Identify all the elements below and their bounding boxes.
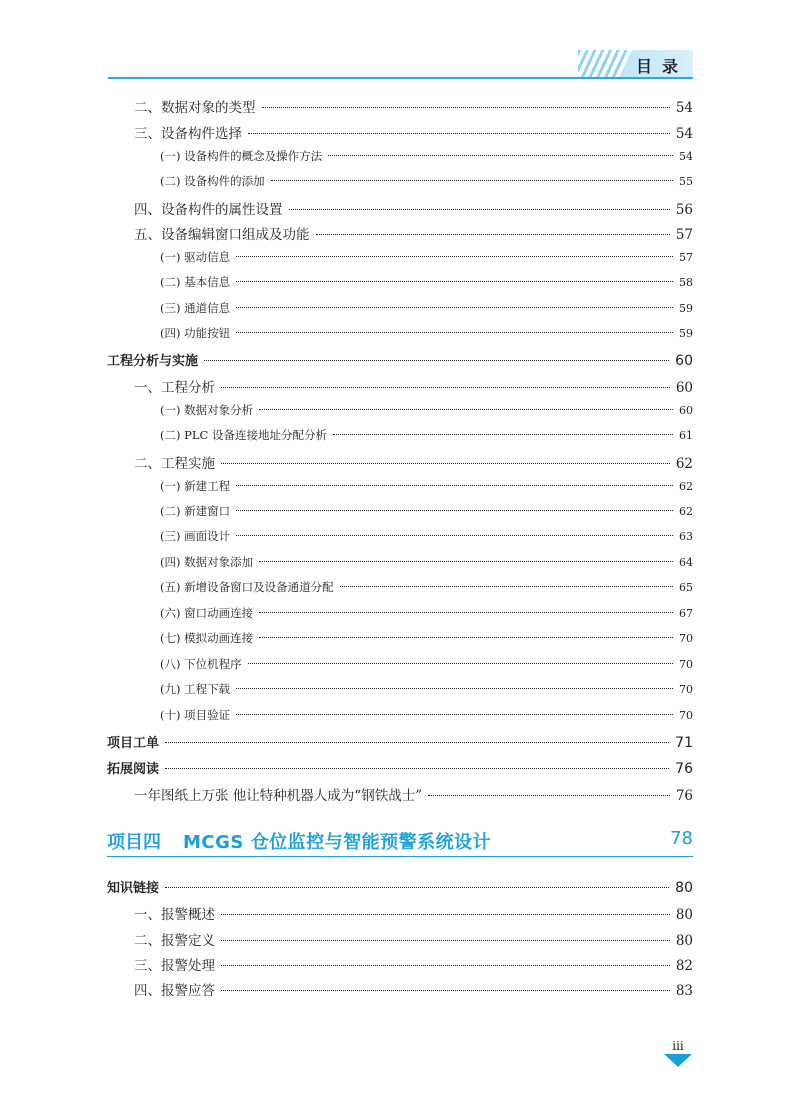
leader-dots (165, 742, 669, 743)
toc-entry-title: 拓展阅读 (107, 762, 160, 777)
toc-entry-page: 82 (675, 958, 693, 974)
toc-entry-page: 80 (675, 907, 693, 923)
toc-entry[interactable] (160, 630, 693, 646)
leader-dots (333, 434, 673, 435)
leader-dots (340, 586, 673, 587)
toc-entry[interactable] (160, 605, 693, 621)
toc-entry-title: 四、报警应答 (134, 983, 215, 999)
project-heading[interactable] (107, 828, 693, 856)
header-rule (108, 77, 693, 79)
toc-entry[interactable] (160, 579, 693, 595)
toc-entry-title: (一) 驱动信息 (160, 250, 231, 264)
project-heading-rule (107, 856, 693, 857)
toc-entry-title: (六) 窗口动画连接 (160, 606, 254, 620)
toc-entry-page: 60 (675, 353, 693, 369)
project-title: MCGS 仓位监控与智能预警系统设计 (183, 832, 492, 853)
toc-entry-page: 62 (679, 480, 693, 493)
toc-entry[interactable] (160, 274, 693, 290)
page-corner-triangle-icon (664, 1054, 692, 1067)
toc-entry-page: 83 (675, 983, 693, 999)
toc-entry-title: 一、报警概述 (134, 907, 215, 923)
toc-entry-title: (一) 数据对象分析 (160, 403, 254, 417)
leader-dots (236, 510, 673, 511)
toc-entry-page: 62 (679, 505, 693, 518)
leader-dots (165, 768, 669, 769)
toc-entry-title: (五) 新增设备窗口及设备通道分配 (160, 580, 334, 594)
leader-dots (259, 612, 673, 613)
toc-entry[interactable] (160, 681, 693, 697)
toc-entry-page: 62 (675, 456, 693, 472)
leader-dots (271, 180, 673, 181)
toc-entry[interactable] (160, 402, 693, 418)
toc-entry[interactable] (134, 979, 693, 999)
toc-entry-title: (二) 基本信息 (160, 275, 231, 289)
toc-entry[interactable] (134, 929, 693, 949)
toc-entry-title: 三、报警处理 (134, 958, 215, 974)
leader-dots (259, 561, 673, 562)
toc-entry-page: 76 (675, 788, 693, 804)
toc-entry[interactable] (160, 554, 693, 570)
toc-entry-title: (三) 画面设计 (160, 529, 231, 543)
leader-dots (262, 107, 670, 108)
toc-entry-title: (八) 下位机程序 (160, 657, 242, 671)
toc-entry-page: 67 (679, 607, 693, 620)
leader-dots (221, 914, 670, 915)
toc-entry-title: 三、设备构件选择 (134, 126, 242, 142)
toc-entry[interactable] (160, 173, 693, 189)
leader-dots (248, 663, 673, 664)
leader-dots (204, 360, 669, 361)
page-title: 目录 (635, 57, 688, 76)
toc-entry[interactable] (134, 784, 693, 804)
toc-entry-title: (七) 模拟动画连接 (160, 631, 254, 645)
toc-entry-title: 知识链接 (107, 881, 160, 896)
toc-entry-page: 54 (679, 150, 693, 163)
project-label: 项目四 (107, 832, 161, 853)
leader-dots (236, 281, 673, 282)
leader-dots (289, 209, 670, 210)
toc-entry-title: 五、设备编辑窗口组成及功能 (134, 227, 310, 243)
leader-dots (236, 256, 673, 257)
leader-dots (248, 133, 670, 134)
toc-entry-title: 一年图纸上万张 他让特种机器人成为“钢铁战士” (134, 788, 423, 804)
toc-entry-title: 一、工程分析 (134, 380, 215, 396)
toc-entry-title: (三) 通道信息 (160, 301, 231, 315)
leader-dots (221, 965, 670, 966)
toc-entry[interactable] (160, 656, 693, 672)
toc-entry-page: 65 (679, 581, 693, 594)
toc-entry[interactable] (160, 325, 693, 341)
toc-entry-page: 58 (679, 276, 693, 289)
leader-dots (259, 409, 673, 410)
leader-dots (221, 463, 670, 464)
toc-entry-page: 59 (679, 302, 693, 315)
toc-entry-page: 70 (679, 632, 693, 645)
toc-entry-title: (四) 数据对象添加 (160, 555, 254, 569)
toc-entry[interactable] (160, 148, 693, 164)
toc-entry-page: 80 (675, 880, 693, 896)
toc-entry[interactable] (134, 122, 693, 142)
toc-entry-page: 64 (679, 556, 693, 569)
toc-entry[interactable] (160, 249, 693, 265)
toc-entry[interactable] (107, 758, 693, 777)
toc-entry[interactable] (134, 954, 693, 974)
toc-entry-title: (二) PLC 设备连接地址分配分析 (160, 428, 327, 442)
leader-dots (221, 990, 670, 991)
project-page: 78 (670, 828, 693, 849)
toc-entry-page: 80 (675, 933, 693, 949)
toc-entry-page: 63 (679, 530, 693, 543)
toc-entry[interactable] (160, 300, 693, 316)
leader-dots (316, 234, 670, 235)
toc-entry[interactable] (134, 198, 693, 218)
toc-entry[interactable] (134, 376, 693, 396)
toc-entry-page: 56 (675, 202, 693, 218)
leader-dots (165, 887, 669, 888)
toc-entry-title: 二、工程实施 (134, 456, 215, 472)
toc-entry[interactable] (160, 503, 693, 519)
toc-entry-title: 工程分析与实施 (107, 354, 199, 369)
toc-entry-title: (二) 设备构件的添加 (160, 174, 265, 188)
leader-dots (428, 795, 670, 796)
toc-entry-title: 四、设备构件的属性设置 (134, 202, 283, 218)
toc-entry-title: (一) 设备构件的概念及操作方法 (160, 149, 323, 163)
toc-entry-page: 60 (675, 380, 693, 396)
toc-entry[interactable] (160, 528, 693, 544)
leader-dots (221, 387, 670, 388)
toc-entry-page: 55 (679, 175, 693, 188)
page-number: iii (672, 1039, 684, 1053)
toc-entry-page: 71 (675, 735, 693, 751)
leader-dots (328, 155, 673, 156)
toc-entry[interactable] (134, 452, 693, 472)
toc-entry[interactable] (134, 96, 693, 116)
toc-entry-page: 76 (675, 761, 693, 777)
toc-entry[interactable] (134, 223, 693, 243)
leader-dots (236, 714, 673, 715)
leader-dots (236, 307, 673, 308)
toc-entry-page: 57 (675, 227, 693, 243)
leader-dots (236, 485, 673, 486)
leader-dots (236, 535, 673, 536)
toc-entry-title: (一) 新建工程 (160, 479, 231, 493)
toc-entry-page: 70 (679, 683, 693, 696)
toc-entry[interactable] (107, 732, 693, 751)
toc-entry-title: 二、报警定义 (134, 933, 215, 949)
toc-entry[interactable] (107, 877, 693, 896)
leader-dots (236, 688, 673, 689)
leader-dots (236, 332, 673, 333)
toc-entry[interactable] (107, 350, 693, 369)
toc-entry[interactable] (134, 903, 693, 923)
toc-entry-page: 54 (675, 126, 693, 142)
toc-entry-title: (二) 新建窗口 (160, 504, 231, 518)
toc-entry-title: 二、数据对象的类型 (134, 100, 256, 116)
toc-entry-title: 项目工单 (107, 736, 160, 751)
toc-entry-page: 54 (675, 100, 693, 116)
leader-dots (221, 940, 670, 941)
toc-entry-page: 60 (679, 404, 693, 417)
toc-entry-page: 57 (679, 251, 693, 264)
toc-entry-page: 59 (679, 327, 693, 340)
toc-entry[interactable] (160, 707, 693, 723)
toc-entry[interactable] (160, 427, 693, 443)
toc-entry-page: 70 (679, 709, 693, 722)
toc-entry-title: (四) 功能按钮 (160, 326, 231, 340)
toc-entry-title: (十) 项目验证 (160, 708, 231, 722)
leader-dots (259, 637, 673, 638)
toc-entry-page: 70 (679, 658, 693, 671)
toc-entry-page: 61 (679, 429, 693, 442)
toc-entry[interactable] (160, 478, 693, 494)
toc-entry-title: (九) 工程下载 (160, 682, 231, 696)
